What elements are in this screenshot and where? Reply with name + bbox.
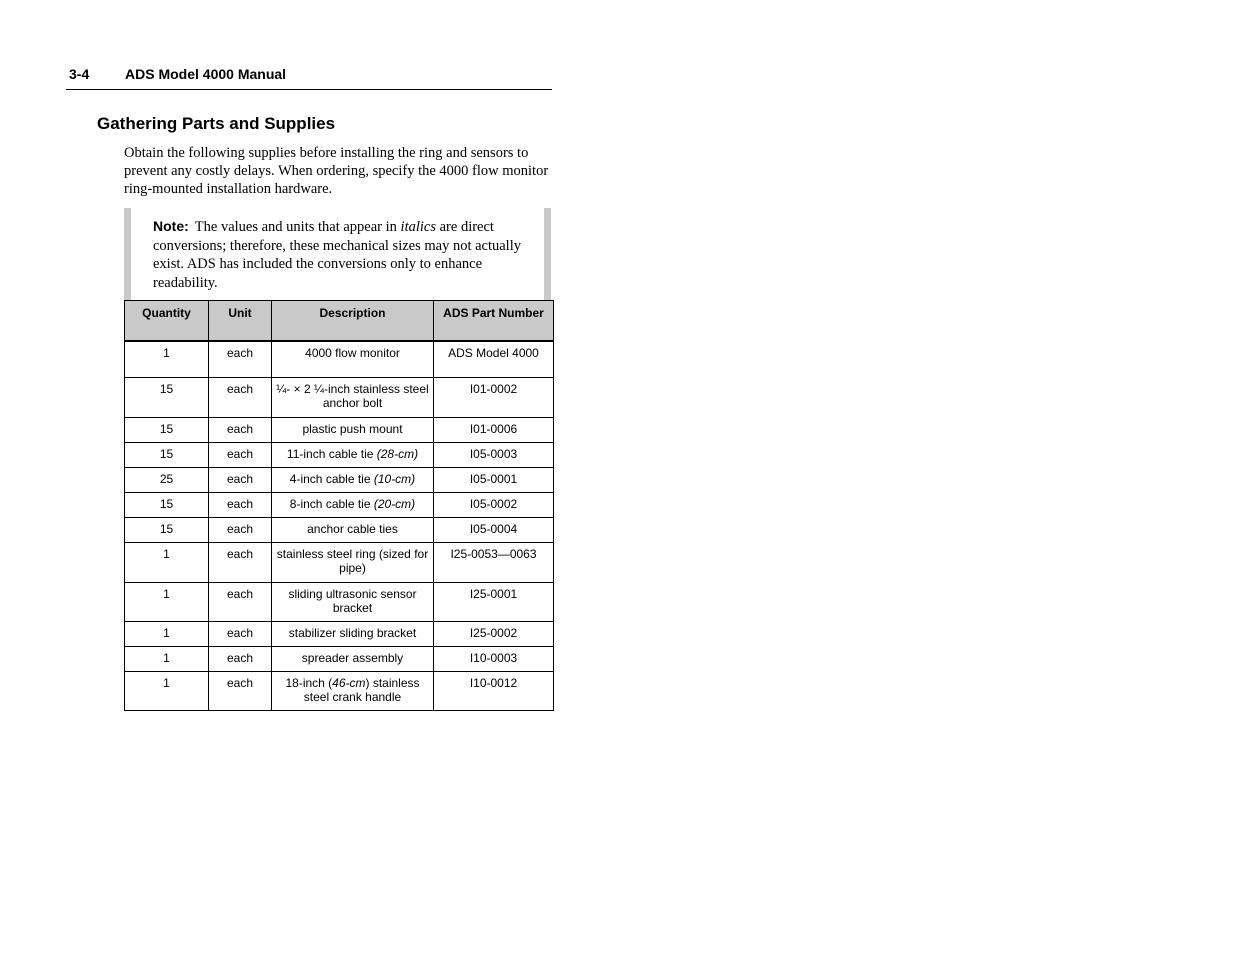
- cell-unit: each: [209, 493, 272, 518]
- cell-description: [272, 543, 434, 583]
- cell-unit: each: [209, 543, 272, 583]
- table-row: [125, 443, 554, 468]
- cell-quantity: 15: [125, 493, 209, 518]
- description-text: plastic push mount: [302, 422, 403, 436]
- cell-description: [272, 341, 434, 378]
- cell-description: [272, 418, 434, 443]
- table-body: [125, 341, 554, 711]
- description-metric: (20-cm): [373, 497, 416, 511]
- cell-quantity: 15: [125, 518, 209, 543]
- cell-part-number: I01-0002: [434, 378, 554, 418]
- description-text: 18-inch (: [285, 676, 333, 690]
- page-header: [66, 64, 552, 90]
- manual-title: ADS Model 4000 Manual: [125, 66, 287, 82]
- table-row: [125, 622, 554, 647]
- description-text-after: ) stainless steel crank handle: [303, 676, 420, 704]
- description-metric: 46-cm: [332, 676, 366, 690]
- cell-unit: each: [209, 468, 272, 493]
- cell-part-number: I25-0002: [434, 622, 554, 647]
- cell-quantity: 1: [125, 647, 209, 672]
- description-text: anchor cable ties: [307, 522, 398, 536]
- description-text: 4000 flow monitor: [305, 345, 400, 360]
- cell-unit: each: [209, 341, 272, 378]
- table-row: [125, 341, 554, 378]
- header-description: Description: [272, 301, 434, 341]
- cell-part-number: I10-0003: [434, 647, 554, 672]
- description-text: stabilizer sliding bracket: [288, 626, 417, 640]
- cell-quantity: 15: [125, 418, 209, 443]
- cell-part-number: I05-0004: [434, 518, 554, 543]
- cell-unit: each: [209, 622, 272, 647]
- description-text: stainless steel ring (sized for pipe): [276, 547, 429, 575]
- table-row: [125, 378, 554, 418]
- note-italic-word: italics: [400, 219, 436, 235]
- description-metric: (10-cm): [373, 472, 416, 486]
- cell-part-number: I10-0012: [434, 672, 554, 711]
- cell-part-number: I05-0002: [434, 493, 554, 518]
- table-row: [125, 468, 554, 493]
- table-row: [125, 672, 554, 711]
- table-row: [125, 493, 554, 518]
- cell-unit: each: [209, 418, 272, 443]
- cell-quantity: 1: [125, 622, 209, 647]
- cell-part-number: I05-0001: [434, 468, 554, 493]
- description-text: sliding ultrasonic sensor bracket: [288, 587, 417, 615]
- cell-unit: each: [209, 518, 272, 543]
- cell-part-number: ADS Model 4000: [434, 341, 554, 378]
- cell-quantity: 15: [125, 443, 209, 468]
- table-row: [125, 583, 554, 622]
- note-text-after: are direct conversions; therefore, these mechanical sizes may not actually exist. ADS has included the conversions only to enhance readability.: [153, 219, 521, 291]
- page-number: 3-4: [69, 66, 90, 82]
- cell-part-number: I25-0053—0063: [434, 543, 554, 583]
- cell-description: [272, 672, 434, 711]
- description-text: spreader assembly: [301, 651, 404, 665]
- cell-description: [272, 647, 434, 672]
- description-text: 4-inch cable tie: [289, 472, 374, 486]
- section-title: Gathering Parts and Supplies: [97, 114, 336, 133]
- description-text: ¼- × 2 ¼-inch stainless steel anchor bolt: [276, 382, 429, 410]
- header-quantity: Quantity: [125, 301, 209, 341]
- cell-description: [272, 583, 434, 622]
- cell-description: [272, 493, 434, 518]
- cell-unit: each: [209, 583, 272, 622]
- cell-quantity: 1: [125, 672, 209, 711]
- table-header-row: [125, 301, 554, 341]
- note-box: [124, 208, 551, 300]
- table-row: [125, 418, 554, 443]
- cell-unit: each: [209, 647, 272, 672]
- description-text: 8-inch cable tie: [289, 497, 374, 511]
- cell-quantity: 1: [125, 543, 209, 583]
- note-text: [153, 217, 528, 292]
- cell-description: [272, 378, 434, 418]
- header-unit: Unit: [209, 301, 272, 341]
- description-text: 11-inch cable tie: [286, 447, 377, 461]
- cell-unit: each: [209, 443, 272, 468]
- cell-unit: each: [209, 378, 272, 418]
- header-part-number: ADS Part Number: [434, 301, 554, 341]
- cell-description: [272, 518, 434, 543]
- cell-part-number: I05-0003: [434, 443, 554, 468]
- note-label: Note:: [153, 218, 189, 234]
- table-row: [125, 647, 554, 672]
- table-row: [125, 518, 554, 543]
- cell-unit: each: [209, 672, 272, 711]
- cell-description: [272, 622, 434, 647]
- note-text-before: The values and units that appear in: [194, 219, 401, 235]
- cell-description: [272, 468, 434, 493]
- cell-quantity: 15: [125, 378, 209, 418]
- cell-part-number: I25-0001: [434, 583, 554, 622]
- cell-quantity: 25: [125, 468, 209, 493]
- cell-quantity: 1: [125, 583, 209, 622]
- table-row: [125, 543, 554, 583]
- cell-quantity: 1: [125, 341, 209, 378]
- cell-part-number: I01-0006: [434, 418, 554, 443]
- parts-table: [124, 300, 554, 711]
- description-metric: (28-cm): [376, 447, 419, 461]
- intro-paragraph: Obtain the following supplies before installing the ring and sensors to prevent any costly delays. When ordering, specify the 4000 flow monitor ring-mounted installation hardware.: [124, 145, 549, 197]
- cell-description: [272, 443, 434, 468]
